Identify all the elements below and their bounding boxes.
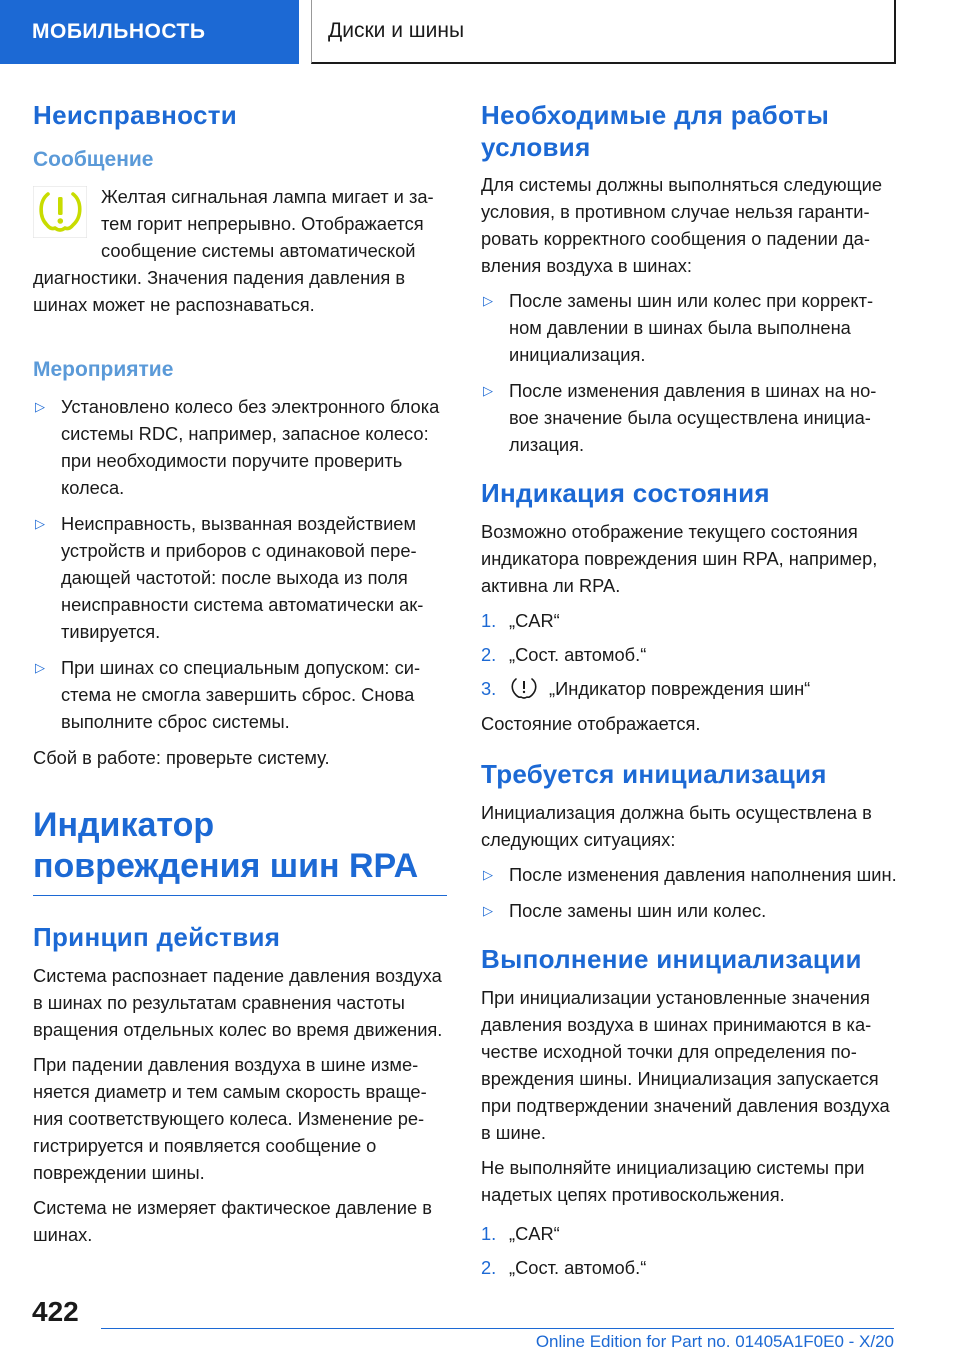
right-column	[481, 100, 899, 1289]
list-item: ▷ Установлено колесо без электронного блока системы RDC, например, запасное колесо: при необходимости поручите проверить колеса.	[33, 393, 447, 501]
section-tab	[0, 0, 299, 64]
bullet-icon: ▷	[483, 902, 493, 918]
list-item: ▷ После изменения давления в шинах на новое значение была осуществлена инициализация.	[481, 377, 899, 458]
left-column	[33, 100, 447, 1256]
bullet-icon: ▷	[35, 516, 45, 532]
list-item: 1. „CAR“	[481, 610, 560, 632]
list-item: 2. „Сост. автомоб.“	[481, 644, 647, 666]
conditions-heading: Необходимые для работы условия	[481, 100, 830, 162]
bullet-icon: ▷	[35, 399, 45, 415]
init-required-text: Инициализация должна быть осуществлена в следующих ситуациях:	[481, 801, 872, 850]
init-required-heading: Требуется инициализация	[481, 759, 827, 790]
tire-warning-icon	[509, 677, 539, 699]
principle-paragraph: При падении давления воздуха в шине изменяется диаметр и тем самым скорость вращения соответствующего колеса. Изменение регистрируется и появляется сообщение о повреждении шины.	[33, 1053, 427, 1183]
bullet-icon: ▷	[35, 660, 45, 676]
measure-heading: Мероприятие	[33, 358, 174, 382]
init-heading: Выполнение инициализации	[481, 943, 862, 974]
conditions-list	[481, 287, 899, 458]
measure-note: Сбой в работе: проверьте систему.	[33, 747, 330, 769]
rpa-heading: Индикатор повреждения шин RPA	[33, 805, 447, 896]
bullet-icon: ▷	[483, 293, 493, 309]
list-item: 1. „CAR“	[481, 1222, 560, 1244]
page-number: 422	[32, 1296, 79, 1327]
footer-divider	[101, 1328, 894, 1329]
status-steps	[481, 607, 899, 702]
bullet-icon: ▷	[483, 866, 493, 882]
faults-heading: Неисправности	[33, 100, 238, 130]
init-paragraph: При инициализации установленные значения давления воздуха в шинах принимаются в качестве исходной точки для определения повреждения шины. Инициализация запускается при подтверждении значений давления воздуха в шине.	[481, 986, 890, 1143]
list-item: 2. „Сост. автомоб.“	[481, 1256, 647, 1278]
tire-pressure-warning-icon	[33, 186, 87, 238]
list-item: 3. „Индикатор повреждения шин“	[481, 678, 811, 700]
list-item: ▷ Неисправность, вызванная воздействием устройств и приборов с одинаковой передающей частотой: после выхода из поля неисправности система автоматически активируется.	[33, 510, 447, 645]
conditions-text: Для системы должны выполняться следующие условия, в противном случае нельзя гарантировать корректного сообщения о падении давления воздуха в шинах:	[481, 174, 882, 277]
message-heading: Сообщение	[33, 147, 154, 171]
list-item: ▷ После замены шин или колес при корректном давлении в шинах была выполнена инициализация.	[481, 287, 899, 368]
principle-heading: Принцип действия	[33, 921, 281, 952]
status-text: Возможно отображение текущего состояния индикатора повреждения шин RPA, например, активна ли RPA.	[481, 521, 878, 597]
status-note: Состояние отображается.	[481, 713, 701, 735]
edition-text: Online Edition for Part no. 01405A1F0E0 - X/20	[535, 1332, 894, 1351]
principle-paragraph: Система не измеряет фактическое давление в шинах.	[33, 1196, 432, 1245]
message-text: Желтая сигнальная лампа мигает и затем горит непрерывно. Отображается сообщение системы автоматической диагностики. Значения падения давления в шинах может не распознаваться.	[33, 186, 434, 316]
chapter-title: Диски и шины	[328, 19, 465, 42]
message-block	[33, 183, 447, 326]
chapter-tab	[311, 0, 896, 64]
section-title: МОБИЛЬНОСТЬ	[32, 20, 206, 43]
list-item: ▷ После изменения давления наполнения шин.	[481, 861, 899, 888]
init-required-list	[481, 861, 899, 924]
bullet-icon: ▷	[483, 383, 493, 399]
measure-list	[33, 393, 447, 735]
status-heading: Индикация состояния	[481, 478, 770, 509]
init-steps	[481, 1220, 899, 1281]
list-item: ▷ После замены шин или колес.	[481, 897, 899, 924]
init-paragraph: Не выполняйте инициализацию системы при надетых цепях противоскольжения.	[481, 1156, 865, 1205]
principle-paragraph: Система распознает падение давления воздуха в шинах по результатам сравнения частоты вращения отдельных колес во время движения.	[33, 964, 443, 1040]
list-item: ▷ При шинах со специальным допуском: система не смогла завершить сброс. Снова выполните сброс системы.	[33, 654, 447, 735]
